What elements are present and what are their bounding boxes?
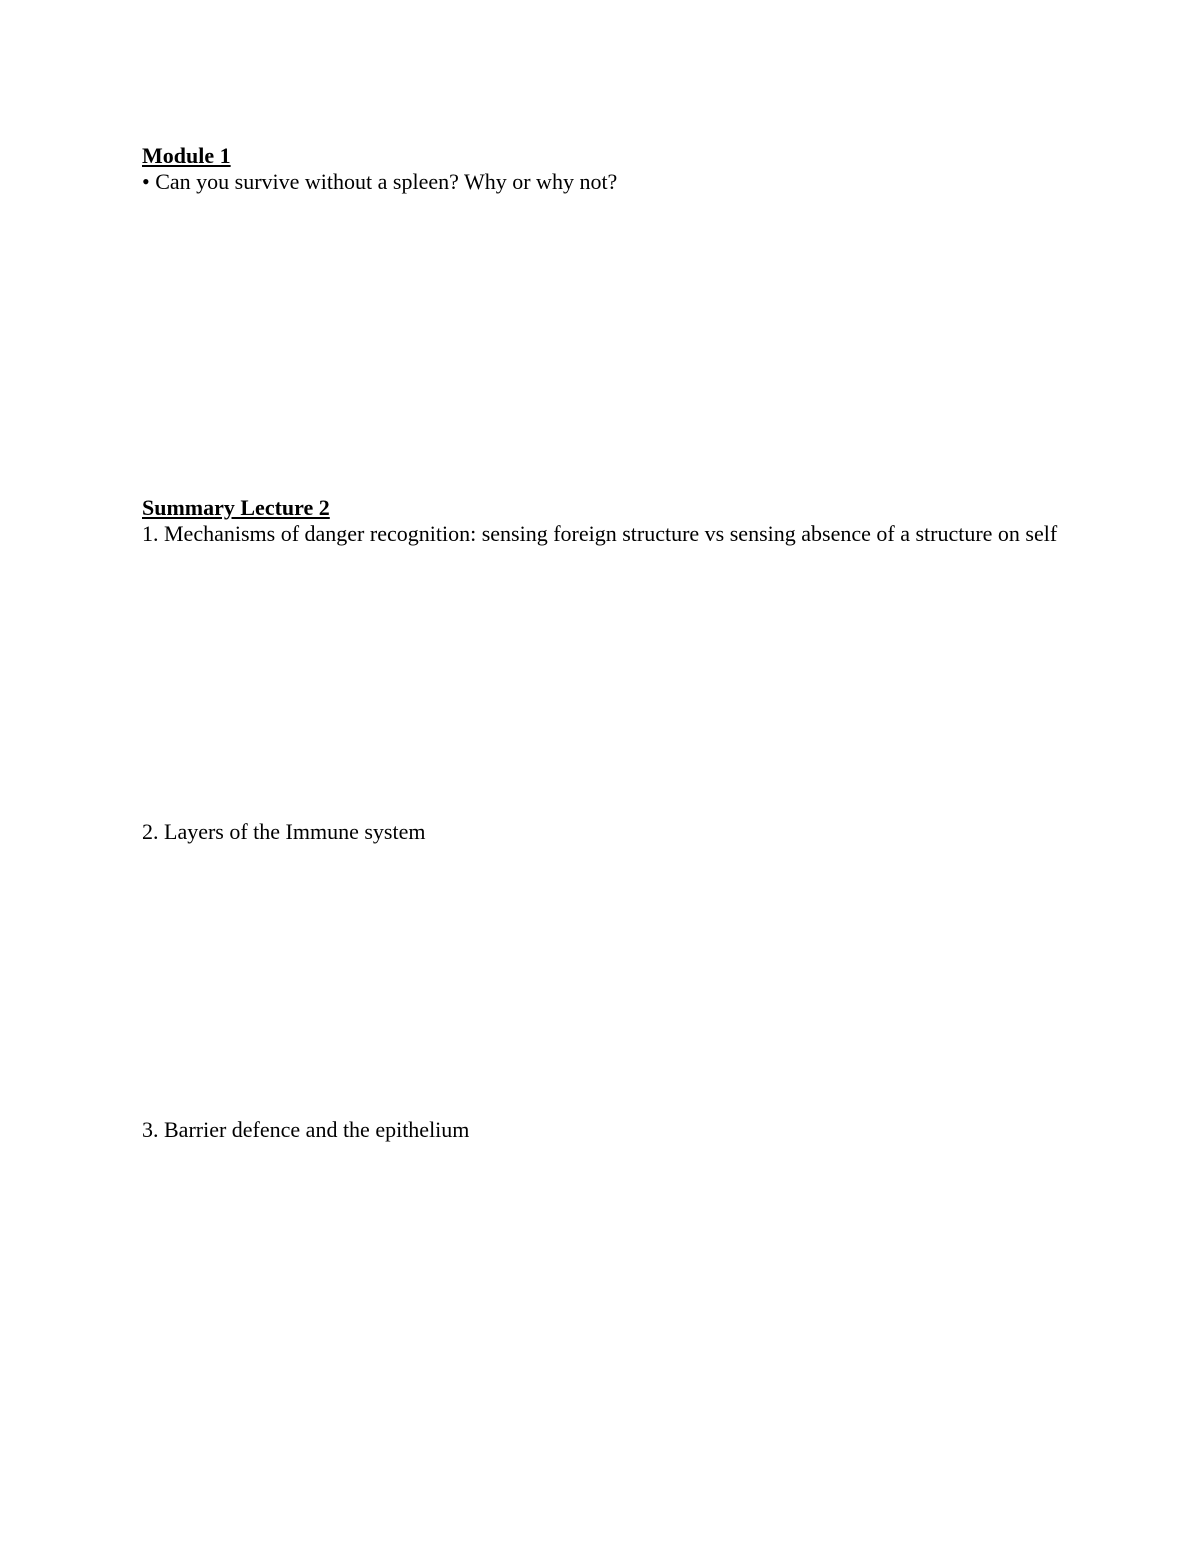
summary-heading: Summary Lecture 2 [142, 495, 330, 520]
summary-item-3-block [142, 1117, 1072, 1143]
module-heading: Module 1 [142, 143, 231, 168]
summary-item-2: 2. Layers of the Immune system [142, 819, 426, 844]
summary-item-2-block [142, 819, 1072, 845]
summary-item-3: 3. Barrier defence and the epithelium [142, 1117, 470, 1142]
module-section [142, 143, 1072, 195]
summary-item-1: 1. Mechanisms of danger recognition: sensing foreign structure vs sensing absence of a structure on self [142, 521, 1058, 546]
summary-section [142, 495, 1072, 547]
spleen-question: • Can you survive without a spleen? Why or why not? [142, 169, 618, 194]
